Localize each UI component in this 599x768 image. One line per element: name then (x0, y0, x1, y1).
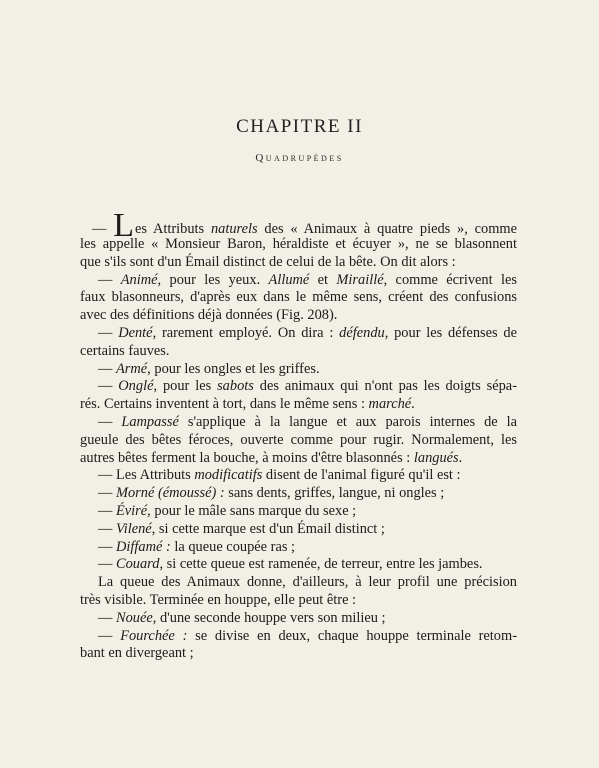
italic-term: Vilené (116, 520, 152, 537)
text-span: — (98, 627, 121, 644)
text-line: avec des définitions déjà données (Fig. 208). (80, 307, 338, 324)
text-span: es Attributs (134, 221, 211, 237)
text-line: bant en divergeant ; (80, 645, 194, 662)
text-line (80, 414, 517, 432)
text-line (80, 450, 517, 468)
drop-cap: L (113, 207, 134, 244)
text-span: — (98, 538, 116, 555)
text-line (80, 503, 517, 521)
text-line (80, 272, 517, 290)
text-span: — (98, 378, 119, 395)
text-span: — (98, 413, 122, 430)
italic-term: Armé (116, 360, 148, 377)
text-span: — (98, 485, 116, 502)
text-span: , pour le mâle sans marque du sexe ; (147, 502, 357, 519)
text-span: des animaux qui n'ont pas les doigts sépa- (253, 378, 517, 395)
text-span: — (98, 520, 116, 537)
italic-term: Fourchée : (120, 627, 188, 644)
text-line (80, 485, 517, 503)
text-span: — (98, 609, 116, 626)
body-text (80, 207, 517, 663)
text-span: — (98, 556, 116, 573)
text-span: , si cette marque est d'un Émail distinct ; (151, 520, 385, 537)
text-span: . (458, 449, 463, 466)
italic-term: sabots (217, 378, 254, 395)
text-line: les appelle « Monsieur Baron, héraldiste et écuyer », ne se blasonnent (80, 236, 517, 252)
text-line: certains fauves. (80, 342, 170, 359)
text-line (80, 325, 517, 343)
italic-term: naturels (210, 221, 258, 237)
text-span: , d'une seconde houppe vers son milieu ; (152, 609, 386, 626)
text-span: sans dents, griffes, langue, ni ongles ; (224, 485, 445, 502)
text-span: — (98, 324, 119, 341)
text-span: la queue coupée ras ; (170, 538, 296, 555)
chapter-subtitle: Quadrupèdes (255, 152, 344, 164)
text-span: , rarement employé. On dira : (152, 324, 340, 341)
text-span: — Les Attributs (98, 467, 195, 484)
text-span: et (309, 271, 337, 288)
text-line (80, 361, 517, 379)
text-line: La queue des Animaux donne, d'ailleurs, à leur profil une précision (98, 574, 517, 591)
text-line (80, 556, 517, 574)
text-line (80, 610, 517, 628)
italic-term: Denté (118, 324, 153, 341)
text-span: , si cette queue est ramenée, de terreur, entre les jambes. (159, 556, 483, 573)
text-span: rés. Certains inventent à tort, dans le même sens : (80, 396, 369, 413)
text-span: — (98, 271, 121, 288)
text-line (80, 378, 517, 396)
text-span: des « Animaux à quatre pieds », comme (257, 221, 517, 237)
italic-term: modificatifs (194, 467, 263, 484)
text-span: , comme écrivent les (383, 271, 517, 288)
text-line: faux blasonneurs, d'après eux dans le même sens, créent des confusions (80, 289, 517, 306)
text-line: très visible. Terminée en houppe, elle peut être : (80, 591, 357, 608)
text-span: s'applique à la langue et aux parois internes de la (178, 413, 517, 430)
italic-term: Nouée (116, 609, 153, 626)
italic-term: langués (413, 449, 459, 466)
text-line (80, 628, 517, 646)
italic-term: Diffamé : (116, 538, 171, 555)
text-span: disent de l'animal figuré qu'il est : (262, 467, 461, 484)
italic-term: marché (368, 396, 412, 413)
text-span: , pour les (153, 378, 218, 395)
text-span: — (92, 221, 114, 237)
text-span: . (411, 396, 415, 413)
italic-term: Miraillé (336, 271, 384, 288)
text-span: , pour les yeux. (157, 271, 269, 288)
text-span: , pour les défenses de (384, 324, 517, 341)
italic-term: Couard (116, 556, 160, 573)
italic-term: Éviré (116, 502, 148, 519)
text-line: que s'ils sont d'un Émail distinct de celui de la bête. On dit alors : (80, 253, 456, 270)
italic-term: Lampassé (121, 413, 179, 430)
text-line: gueule des bêtes féroces, ouverte comme pour rugir. Normalement, les (80, 431, 517, 448)
text-line (80, 521, 517, 539)
text-span: — (98, 502, 116, 519)
text-span: , pour les ongles et les griffes. (147, 360, 320, 377)
text-line (80, 396, 517, 414)
text-line (80, 539, 517, 557)
text-span: autres bêtes ferment la bouche, à moins d'être blasonnés : (80, 449, 414, 466)
italic-term: Allumé (268, 271, 310, 288)
italic-term: Morné (émoussé) : (116, 485, 225, 502)
text-line (80, 467, 517, 485)
text-span: — (98, 360, 116, 377)
text-span: se divise en deux, chaque houppe terminale retom- (187, 627, 517, 644)
italic-term: Animé (120, 271, 158, 288)
italic-term: défendu (339, 324, 385, 341)
chapter-title: CHAPITRE II (236, 116, 363, 137)
italic-term: Onglé (118, 378, 154, 395)
